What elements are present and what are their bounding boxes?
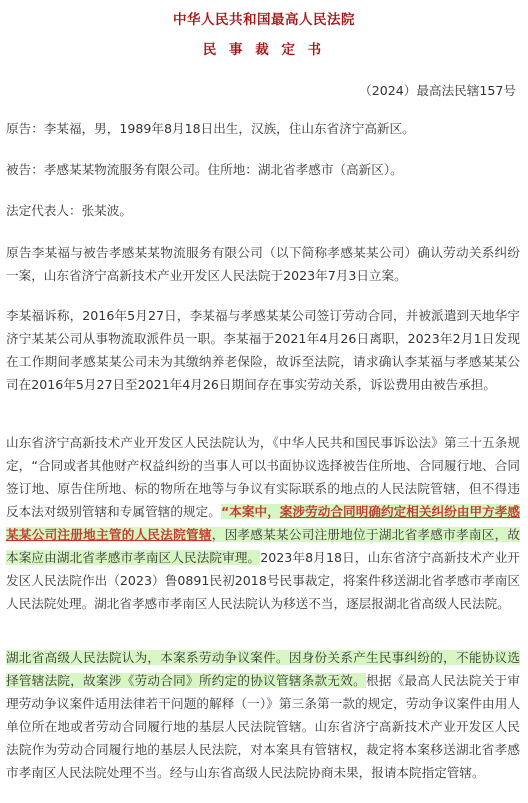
highlight-conclusion: ，因孝感某某公司注册地位于湖北省孝感市孝南区，故本案应由湖北省孝感市孝南区人民法院审理。: [6, 527, 521, 565]
paragraph-first-court-opinion: [6, 431, 520, 615]
highlight-jurisdiction-clause: 案涉劳动合同明确约定相关纠纷由甲方孝感某某公司注册地主管的人民法院管辖: [6, 504, 521, 542]
highlight-case-intro: “本案中，: [220, 504, 280, 519]
document-type-title: 民 事 裁 定 书: [202, 42, 326, 58]
case-number: （2024）最高法民辖157号: [359, 83, 516, 98]
plaintiff-info: 原告：李某福，男，1989年8月18日出生，汉族，住山东省济宁高新区。: [6, 121, 415, 136]
statute-quote: 山东省济宁高新技术产业开发区人民法院认为，《中华人民共和国民事诉讼法》第三十五条规定，“合同或者其他财产权益纠纷的当事人可以书面协议选择被告住所地、合同履行地、合同签订地、原告住所地、标的物所在地等与争议有实际联系的地点的人民法院管辖，但不得违反本法对级别管辖和专属管辖的规定。: [6, 435, 520, 519]
legal-basis-text: 根据《最高人民法院关于审理劳动争议案件适用法律若干问题的解释（一）》第三条第一款的规定，劳动争议案件由用人单位所在地或者劳动合同履行地的基层人民法院管辖。山东省济宁高新技术产业开发区人民法院作为劳动合同履行地的基层人民法院，对本案具有管辖权，裁定将本案移送湖北省孝感市孝南区人民法院处理不当。经与山东省高级人民法院协商未果，报请本院指定管辖。: [6, 673, 521, 780]
paragraph-hubei-high-court-opinion: [6, 646, 520, 784]
highlight-agreement-invalid: 湖北省高级人民法院认为，本案系劳动争议案件。因身份关系产生民事纠纷的，不能协议选择管辖法院，故案涉《劳动合同》所约定的协议管辖条款无效。: [6, 650, 520, 688]
defendant-info: 被告：孝感某某物流服务有限公司。住所地：湖北省孝感市（高新区）。: [6, 162, 403, 177]
legal-representative: 法定代表人：张某波。: [6, 203, 132, 218]
transfer-history: 2023年8月18日，山东省济宁高新技术产业开发区人民法院作出（2023）鲁0891民初2018号民事裁定，将案件移送湖北省孝感市孝南区人民法院处理。湖北省孝感市孝南区人民法院认为移送不当，逐层报湖北省高级人民法院。: [6, 550, 520, 611]
paragraph-case-filing: 原告李某福与被告孝感某某物流服务有限公司（以下简称孝感某某公司）确认劳动关系纠纷一案，山东省济宁高新技术产业开发区人民法院于2023年7月3日立案。: [6, 245, 520, 283]
court-name: 中华人民共和国最高人民法院: [173, 12, 355, 28]
paragraph-plaintiff-claim: 李某福诉称，2016年5月27日，李某福与孝感某某公司签订劳动合同，并被派遣到天地华宇济宁某某公司从事物流取派件员一职。李某福于2021年4月26日离职，2023年2月1日发现在工作期间孝感某某公司未为其缴纳养老保险，故诉至法院，请求确认李某福与孝感某某公司在2016年5月27日至2021年4月26日期间存在事实劳动关系，诉讼费用由被告承担。: [6, 308, 520, 392]
